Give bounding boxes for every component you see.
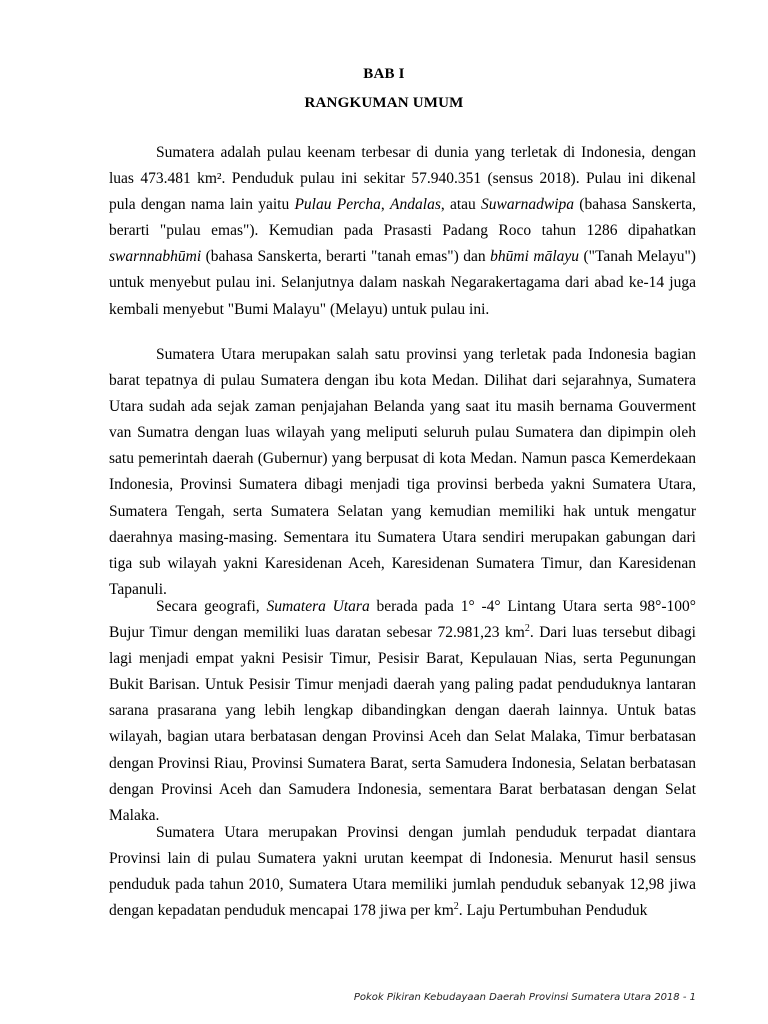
italic-text: swarnnabhūmi — [109, 248, 202, 266]
text-run: . Laju Pertumbuhan Penduduk — [458, 902, 648, 920]
superscript: 2 — [453, 901, 459, 913]
body-paragraph — [109, 820, 696, 924]
body-paragraph — [109, 140, 696, 323]
text-run: . Dari luas tersebut dibagi lagi menjadi empat yakni Pesisir Timur, Pesisir Barat, Kepulauan Nias, serta Pegunungan Bukit Barisan. Untuk Pesisir Timur menjadi daerah yang paling padat penduduknya lantaran sarana prasarana yang lebih lengkap dibandingkan dengan daerah lainnya. Untuk batas wilayah, bagian utara berbatasan dengan Provinsi Aceh dan Selat Malaka, Timur berbatasan dengan Provinsi Riau, Provinsi Sumatera Barat, serta Samudera Indonesia, Selatan berbatasan dengan Provinsi Aceh dan Samudera Indonesia, sementara Barat berbatasan dengan Selat Malaka. — [109, 624, 696, 824]
italic-text: Pulau Percha — [294, 196, 381, 214]
text-run: Sumatera adalah pulau keenam terbesar di dunia yang terletak di Indonesia, dengan luas 473.481 km². Penduduk pulau ini sekitar 57.940.351 (sensus 2018). Pulau ini dikenal pula dengan nama lain yaitu — [109, 144, 696, 214]
body-paragraph — [109, 342, 696, 603]
italic-text: Sumatera Utara — [266, 598, 370, 615]
body-paragraph — [109, 594, 696, 829]
text-run: Sumatera Utara merupakan Provinsi dengan jumlah penduduk terpadat diantara Provinsi lain di pulau Sumatera yakni urutan keempat di Indonesia. Menurut hasil sensus penduduk pada tahun 2010, Sumatera Utara memiliki jumlah penduduk sebanyak 12,98 jiwa dengan kepadatan penduduk mencapai 178 jiwa per km — [109, 824, 696, 920]
chapter-heading: BAB I — [363, 66, 405, 82]
text-run: (bahasa Sanskerta, berarti "tanah emas") dan — [201, 248, 491, 266]
italic-text: bhūmi mālayu — [490, 248, 580, 266]
text-run: Sumatera Utara merupakan salah satu provinsi yang terletak pada Indonesia bagian barat tepatnya di pulau Sumatera dengan ibu kota Medan. Dilihat dari sejarahnya, Sumatera Utara sudah ada sejak zaman penjajahan Belanda yang saat itu masih bernama Gouverment van Sumatra dengan luas wilayah yang meliputi seluruh pulau Sumatera dan dipimpin oleh satu pemerintah daerah (Gubernur) yang berpusat di kota Medan. Namun pasca Kemerdekaan Indonesia, Provinsi Sumatera dibagi menjadi tiga provinsi berbeda yakni Sumatera Utara, Sumatera Tengah, serta Sumatera Selatan yang kemudian memiliki hak untuk mengatur daerahnya masing-masing. Sementara itu Sumatera Utara sendiri merupakan gabungan dari tiga sub wilayah yakni Karesidenan Aceh, Karesidenan Sumatera Timur, dan Karesidenan Tapanuli. — [109, 346, 696, 598]
italic-text: Andalas — [390, 196, 441, 214]
chapter-title: RANGKUMAN UMUM — [304, 95, 464, 111]
text-run: (bahasa Sanskerta, berarti "pulau emas"). Kemudian pada Prasasti Padang Roco tahun 1286 dipahatkan — [109, 196, 697, 240]
text-run: , — [380, 196, 391, 214]
text-run: berada pada 1° -4° Lintang Utara serta 98°-100° Bujur Timur dengan memiliki luas daratan sebesar 72.981,23 km — [109, 598, 696, 642]
superscript: 2 — [524, 622, 530, 634]
text-run: ("Tanah Melayu") untuk menyebut pulau ini. Selanjutnya dalam naskah Negarakertagama dari abad ke-14 juga kembali menyebut "Bumi Malayu" (Melayu) untuk pulau ini. — [109, 248, 696, 318]
page-footer: Pokok Pikiran Kebudayaan Daerah Provinsi Sumatera Utara 2018 - 1 — [353, 992, 696, 1003]
text-run: , atau — [440, 196, 482, 214]
italic-text: Suwarnadwipa — [481, 196, 575, 214]
text-run: Secara geografi, — [156, 598, 267, 615]
